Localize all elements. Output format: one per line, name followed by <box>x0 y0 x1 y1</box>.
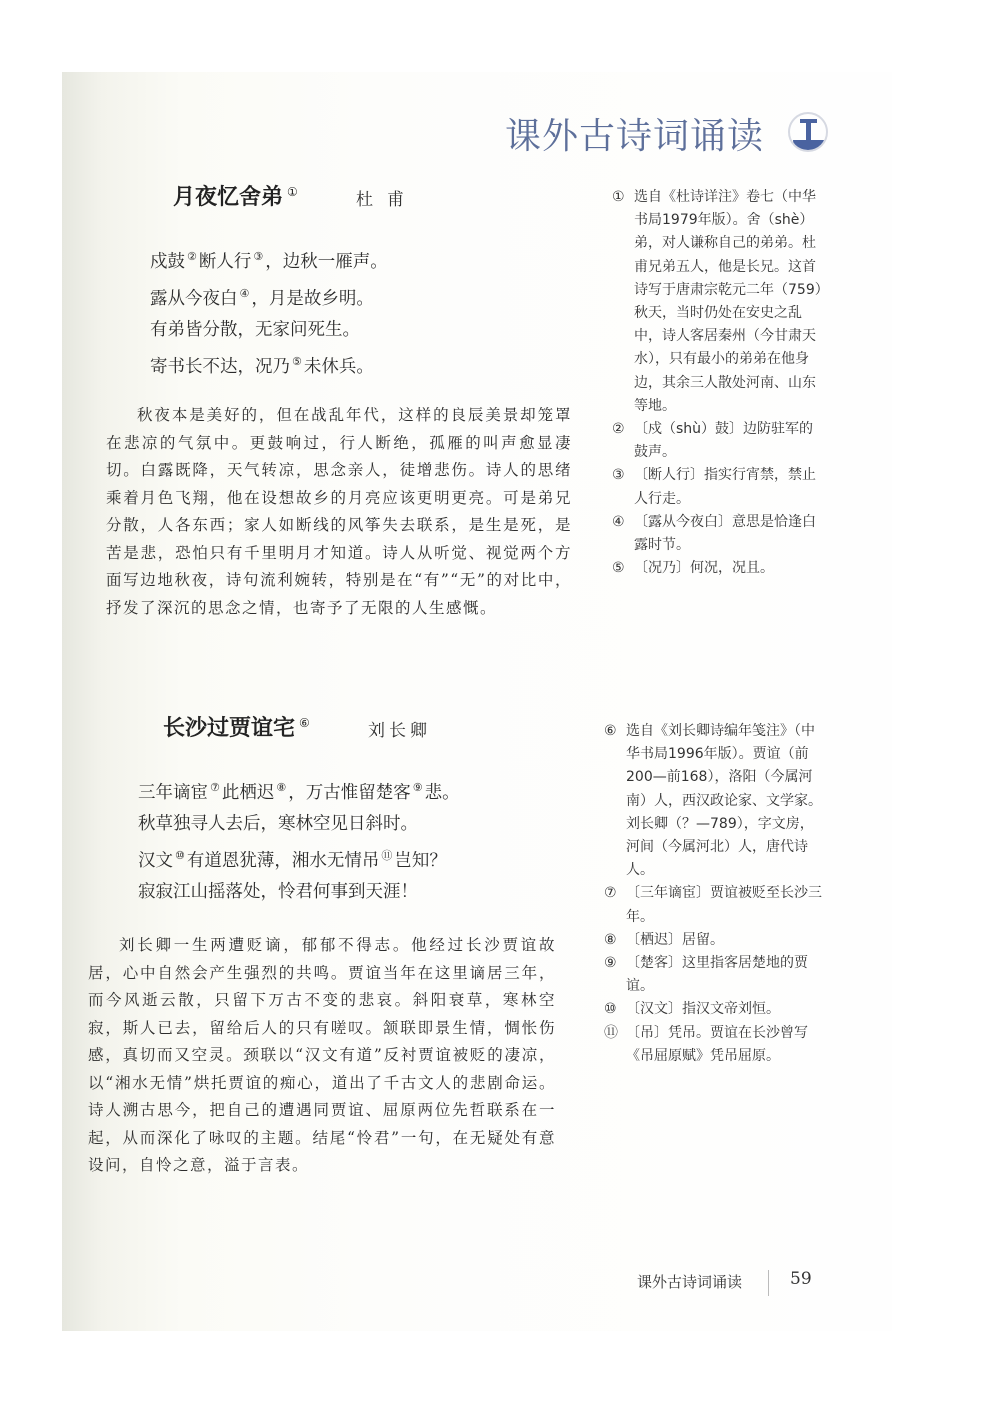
footnotes <box>612 186 826 580</box>
poem-commentary <box>106 402 572 622</box>
footnote <box>604 1022 822 1068</box>
footnote-text: 〔楚客〕这里指客居楚地的贾谊。 <box>626 955 808 995</box>
footnote-number: ⑩ <box>604 1001 617 1018</box>
footnote-ref: ③ <box>253 250 264 263</box>
footnote-number: ⑥ <box>604 723 617 739</box>
verse-text: 三年谪宦 <box>138 782 208 803</box>
poem-author: 杜甫 <box>356 190 418 210</box>
verse-text: 秋草独寻人去后，寒林空见日斜时。 <box>138 813 418 834</box>
volume-marker-icon <box>788 112 828 152</box>
footnote-text: 〔断人行〕指实行宵禁，禁止人行走。 <box>634 467 816 507</box>
footnote-text: 〔汉文〕指汉文帝刘恒。 <box>626 1001 780 1018</box>
footnote <box>604 952 822 998</box>
poem-commentary <box>88 932 556 1180</box>
verse-line <box>150 278 388 315</box>
verse-text: ，边秋一雁声。 <box>265 251 388 272</box>
poem-author: 刘长卿 <box>368 721 431 741</box>
footnote <box>612 186 826 418</box>
footnote <box>612 511 826 557</box>
footnote-number: ⑨ <box>604 955 617 972</box>
footnote-number: ⑦ <box>604 885 617 902</box>
poem-title <box>163 711 310 742</box>
footnotes <box>604 720 822 1068</box>
poem-verse <box>150 241 388 382</box>
footnote <box>604 929 822 952</box>
footnote-ref: ⑥ <box>299 715 310 730</box>
footer-divider <box>768 1270 769 1296</box>
footnote-text: 选自《杜诗详注》卷七（中华书局1979年版）。舍（shè）弟，对人谦称自己的弟弟。杜甫兄弟五人，他是长兄。这首诗写于唐肃宗乾元二年（759）秋天，当时仍处在安史之乱中，诗人客居秦州（今甘肃天水），只有最小的弟弟在他身边，其余三人散处河南、山东等地。 <box>634 189 822 414</box>
footnote <box>604 882 822 928</box>
section-title: 课外古诗词诵读 <box>505 116 765 157</box>
footnote-ref: ⑨ <box>412 781 423 794</box>
verse-line <box>138 809 460 840</box>
footnote-text: 〔栖迟〕居留。 <box>626 931 724 948</box>
footnote-ref: ⑦ <box>210 781 220 794</box>
verse-line <box>138 772 460 809</box>
commentary-text: 秋夜本是美好的，但在战乱年代，这样的良辰美景却笼罩在悲凉的气氛中。更鼓响过，行人断绝，孤雁的叫声愈显凄切。白露既降，天气转凉，思念亲人，徒增悲伤。诗人的思绪乘着月色飞翔，他在设想故乡的月亮应该更明更亮。可是弟兄分散，人各东西；家人如断线的风筝失去联系，是生是死，是苦是悲，恐怕只有千里明月才知道。诗人从听觉、视觉两个方面写边地秋夜，诗句流利婉转，特别是在“有”“无”的对比中，抒发了深沉的思念之情，也寄予了无限的人生感慨。 <box>106 406 572 617</box>
footnote <box>612 418 826 464</box>
verse-line <box>150 315 388 346</box>
running-footer-title: 课外古诗词诵读 <box>637 1273 743 1291</box>
verse-text: 寄书长不达，况乃 <box>150 356 290 377</box>
footnote-number: ⑤ <box>612 560 625 577</box>
verse-line <box>150 346 388 383</box>
footnote-ref: ① <box>287 184 298 199</box>
verse-text: ，万古惟留楚客 <box>288 782 411 803</box>
footnote-text: 选自《刘长卿诗编年笺注》（中华书局1996年版）。贾谊（前200—前168），洛阳（今属河南）人，西汉政论家、文学家。刘长卿（？—789），字文房，河间（今属河北）人，唐代诗人。 <box>626 723 822 879</box>
footnote <box>612 464 826 510</box>
footnote <box>604 720 822 882</box>
verse-text: 岂知？ <box>394 850 447 871</box>
verse-text: 有道恩犹薄，湘水无情吊 <box>186 850 380 871</box>
verse-text: 戍鼓 <box>150 251 185 272</box>
footnote-text: 〔三年谪宦〕贾谊被贬至长沙三年。 <box>626 885 822 925</box>
verse-text: 露从今夜白 <box>150 288 238 309</box>
poem-title-text: 长沙过贾谊宅 <box>163 716 296 741</box>
verse-text: 有弟皆分散，无家问死生。 <box>150 319 360 340</box>
poem-title-text: 月夜忆舍弟 <box>173 185 284 210</box>
footnote-number: ④ <box>612 513 625 530</box>
footnote-text: 〔吊〕凭吊。贾谊在长沙曾写《吊屈原赋》凭吊屈原。 <box>626 1024 808 1064</box>
footnote-ref: ⑤ <box>292 354 302 368</box>
poem-title <box>173 180 298 211</box>
footnote-text: 〔况乃〕何况，况且。 <box>634 560 774 577</box>
footnote-number: ⑪ <box>604 1024 618 1041</box>
verse-text: 未休兵。 <box>303 356 374 377</box>
footnote-text: 〔露从今夜白〕意思是恰逢白露时节。 <box>634 513 816 554</box>
footnote <box>612 557 826 580</box>
footnote-text: 〔戍（shù）鼓〕边防驻军的鼓声。 <box>634 421 814 461</box>
verse-text: 悲。 <box>424 782 460 803</box>
verse-line <box>138 877 460 908</box>
footnote <box>604 998 822 1021</box>
footnote-ref: ② <box>187 250 197 263</box>
verse-text: 寂寂江山摇落处，怜君何事到天涯！ <box>138 881 418 902</box>
footnote-number: ⑧ <box>604 931 617 948</box>
volume-marker-bar <box>806 120 811 142</box>
page-number: 59 <box>790 1269 812 1289</box>
verse-line <box>150 241 388 278</box>
verse-text: 汉文 <box>138 850 173 871</box>
footnote-number: ② <box>612 421 625 438</box>
footnote-ref: ⑩ <box>175 848 185 862</box>
poem-verse <box>138 772 460 908</box>
verse-text: ，月是故乡明。 <box>251 288 374 309</box>
verse-text: 断人行 <box>198 251 252 272</box>
verse-line <box>138 840 460 877</box>
footnote-number: ① <box>612 189 625 205</box>
verse-text: 此栖迟 <box>221 782 275 803</box>
footnote-ref: ④ <box>239 286 250 300</box>
footnote-ref: ⑪ <box>381 848 393 862</box>
footnote-ref: ⑧ <box>276 781 287 794</box>
footnote-number: ③ <box>612 467 625 484</box>
commentary-text: 刘长卿一生两遭贬谪，郁郁不得志。他经过长沙贾谊故居，心中自然会产生强烈的共鸣。贾谊当年在这里谪居三年，而今风逝云散，只留下万古不变的悲哀。斜阳衰草，寒林空寂，斯人已去，留给后人的只有嗟叹。颔联即景生情，惆怅伤感，真切而又空灵。颈联以“汉文有道”反衬贾谊被贬的凄凉，以“湘水无情”烘托贾谊的痴心，道出了千古文人的悲剧命运。诗人溯古思今，把自己的遭遇同贾谊、屈原两位先哲联系在一起，从而深化了咏叹的主题。结尾“怜君”一句，在无疑处有意设问，自怜之意，溢于言表。 <box>88 936 556 1174</box>
